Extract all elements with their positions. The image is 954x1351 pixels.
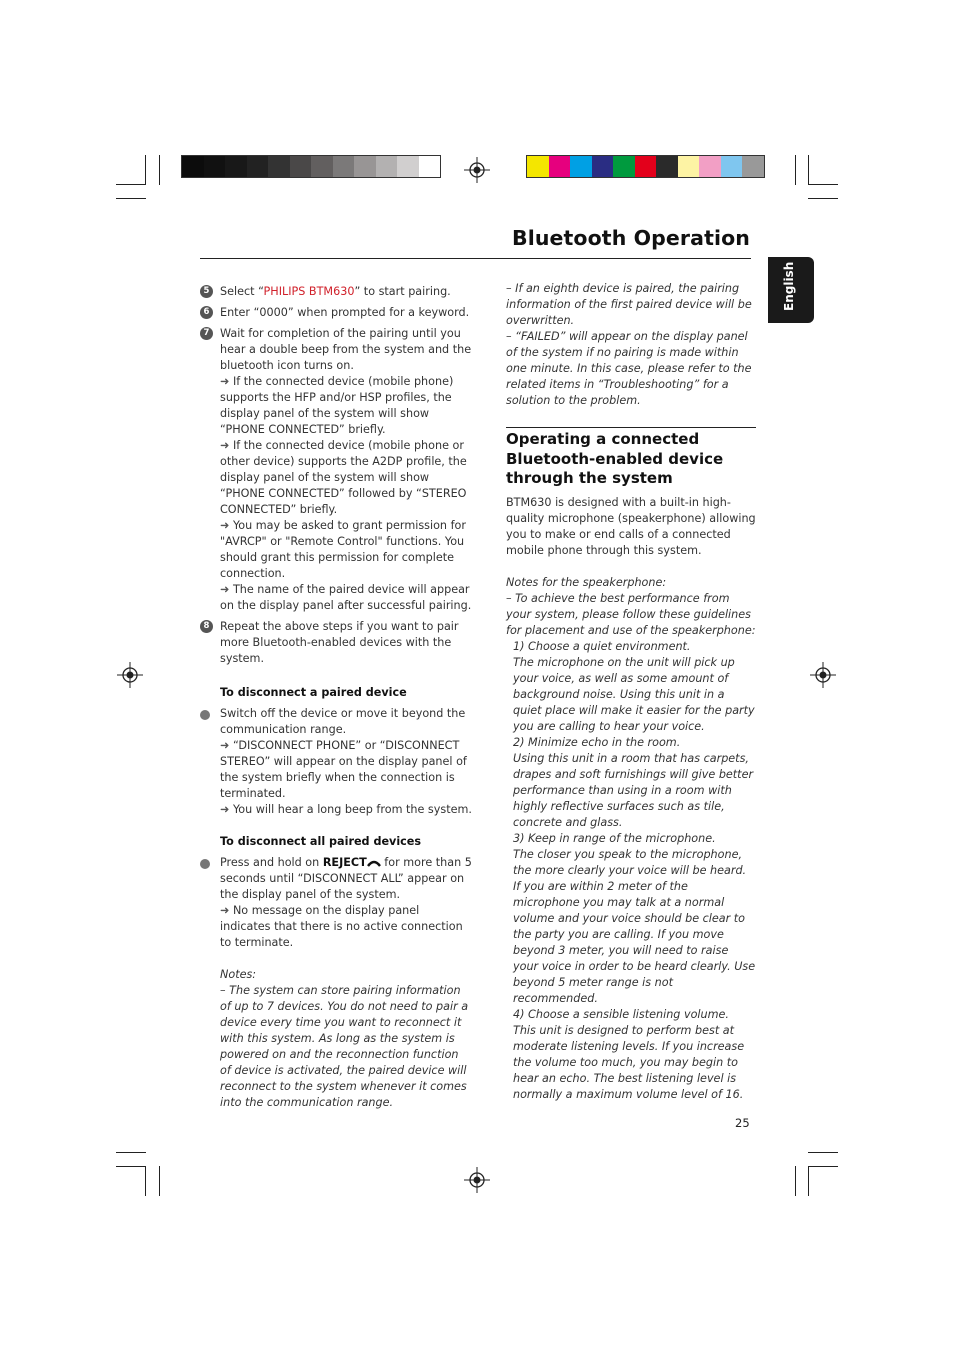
result-note: ➜ The name of the paired device will appear on the display panel after successful pairing. bbox=[220, 583, 472, 612]
result-note: ➜ You may be asked to grant permission for "AVRCP" or "Remote Control" functions. You should grant this permission for complete connection. bbox=[220, 519, 466, 580]
right-column bbox=[506, 281, 756, 1103]
registration-target-icon bbox=[464, 1167, 490, 1193]
guideline-text: This unit is designed to perform best at moderate listening levels. If you increase the volume too much, you may begin to hear an echo. The best listening level is normally a maximum volume level of 16. bbox=[513, 1023, 745, 1101]
guideline-text: Using this unit in a room that has carpets, drapes and soft furnishings will give better performance than using in a room with highly reflective surfaces such as tile, concrete and glass. bbox=[513, 751, 754, 829]
step-text: Repeat the above steps if you want to pair more Bluetooth-enabled devices with the system. bbox=[220, 620, 459, 665]
step-7 bbox=[200, 326, 472, 614]
notes-label: Notes: bbox=[220, 968, 257, 981]
calibration-swatch bbox=[699, 156, 721, 177]
page-number: 25 bbox=[735, 1116, 750, 1130]
registration-target-icon bbox=[117, 662, 143, 688]
arrow-icon: ➜ bbox=[220, 375, 233, 388]
disconnect-all-heading: To disconnect all paired devices bbox=[220, 835, 422, 848]
registration-target-icon bbox=[810, 662, 836, 688]
color-calibration-bar bbox=[526, 155, 765, 178]
calibration-swatch bbox=[204, 156, 226, 177]
arrow-icon: ➜ bbox=[220, 439, 233, 452]
section-title: Operating a connected Bluetooth-enabled device through the system bbox=[506, 430, 724, 487]
calibration-swatch bbox=[592, 156, 614, 177]
arrow-icon: ➜ bbox=[220, 583, 233, 596]
step-number: 5 bbox=[200, 285, 213, 298]
hang-up-phone-icon bbox=[367, 859, 381, 867]
section-text: BTM630 is designed with a built-in high-quality microphone (speakerphone) allowing you to make or end calls of a connected mobile phone through this system. bbox=[506, 495, 756, 557]
guideline-text: The closer you speak to the microphone, the more clearly your voice will be heard. If you are within 2 meter of the microphone you may talk at a normal volume and your voice should be clear to the party you are calling. If you move beyond 3 meter, you will need to raise your voice in order to be heard clearly. Use beyond 5 meter range is not recommended. bbox=[513, 847, 756, 1005]
section-divider bbox=[506, 427, 756, 428]
calibration-swatch bbox=[311, 156, 333, 177]
guideline-text: The microphone on the unit will pick up your voice, as well as some amount of background noise. Using this unit in a quiet place will make it easier for the party you are calling to hear your voice. bbox=[513, 655, 755, 733]
step-number: 7 bbox=[200, 327, 213, 340]
calibration-swatch bbox=[721, 156, 743, 177]
step-5 bbox=[200, 284, 472, 300]
language-tab bbox=[768, 257, 814, 323]
disconnect-device-step: Switch off the device or move it beyond the communication range. ➜ “DISCONNECT PHONE” or “DISCONNECT STEREO” will appear on the display panel of the system briefly when the connection is terminated. ➜ You will hear a long beep from the system. bbox=[200, 706, 472, 818]
step-text: Enter “0000” when prompted for a keyword. bbox=[220, 306, 470, 319]
step-number: 8 bbox=[200, 620, 213, 633]
bullet-icon bbox=[200, 859, 210, 869]
arrow-icon: ➜ bbox=[220, 739, 233, 752]
grayscale-calibration-bar bbox=[181, 155, 441, 178]
speakerphone-notes-label: Notes for the speakerphone: bbox=[506, 575, 667, 589]
step-6 bbox=[200, 305, 472, 321]
speakerphone-notes bbox=[506, 575, 756, 1103]
registration-target-icon bbox=[464, 157, 490, 183]
disconnect-device-heading: To disconnect a paired device bbox=[220, 686, 407, 699]
calibration-swatch bbox=[656, 156, 678, 177]
note-eighth-device: – If an eighth device is paired, the pairing information of the first paired device will be overwritten. bbox=[506, 282, 752, 327]
calibration-swatch bbox=[354, 156, 376, 177]
disconnect-all-step: Press and hold on REJECT for more than 5 seconds until “DISCONNECT ALL” appear on the display panel of the system. ➜ No message on the display panel indicates that there is no active connection to terminate. bbox=[200, 855, 472, 951]
calibration-swatch bbox=[419, 156, 441, 177]
arrow-icon: ➜ bbox=[220, 803, 233, 816]
calibration-swatch bbox=[290, 156, 312, 177]
step-number: 6 bbox=[200, 306, 213, 319]
step-8 bbox=[200, 619, 472, 667]
guideline-title: 2) Minimize echo in the room. bbox=[513, 735, 681, 749]
arrow-icon: ➜ bbox=[220, 904, 233, 917]
calibration-swatch bbox=[549, 156, 571, 177]
bullet-icon bbox=[200, 710, 210, 720]
calibration-swatch bbox=[678, 156, 700, 177]
reject-button-label: REJECT bbox=[322, 856, 367, 869]
title-divider bbox=[200, 258, 751, 259]
calibration-swatch bbox=[182, 156, 204, 177]
guideline-title: 4) Choose a sensible listening volume. bbox=[513, 1007, 729, 1021]
device-name-highlight: PHILIPS BTM630 bbox=[263, 285, 355, 298]
calibration-swatch bbox=[742, 156, 764, 177]
arrow-icon: ➜ bbox=[220, 519, 233, 532]
calibration-swatch bbox=[570, 156, 592, 177]
speakerphone-notes-intro: – To achieve the best performance from your system, please follow these guidelines for placement and use of the speakerphone: bbox=[506, 591, 756, 637]
calibration-swatch bbox=[527, 156, 549, 177]
guideline-title: 3) Keep in range of the microphone. bbox=[513, 831, 716, 845]
result-note: ➜ If the connected device (mobile phone) supports the HFP and/or HSP profiles, the display panel of the system will show “PHONE CONNECTED” briefly. bbox=[220, 375, 454, 436]
calibration-swatch bbox=[247, 156, 269, 177]
calibration-swatch bbox=[376, 156, 398, 177]
step-text: ” to start pairing. bbox=[354, 285, 451, 298]
left-column bbox=[200, 284, 472, 1111]
result-note: ➜ “DISCONNECT PHONE” or “DISCONNECT STEREO” will appear on the display panel of the system briefly when the connection is terminated. bbox=[220, 739, 467, 800]
step-text: Select “ bbox=[220, 285, 264, 298]
calibration-swatch bbox=[397, 156, 419, 177]
notes bbox=[200, 967, 472, 1111]
calibration-swatch bbox=[613, 156, 635, 177]
language-tab-label: English bbox=[782, 261, 796, 311]
result-note: ➜ If the connected device (mobile phone or other device) supports the A2DP profile, the display panel of the system will show “PHONE CONNECTED” followed by “STEREO CONNECTED” briefly. bbox=[220, 439, 467, 516]
note-failed: – “FAILED” will appear on the display panel of the system if no pairing is made within one minute. In this case, please refer to the related items in “Troubleshooting” for a solution to the problem. bbox=[506, 330, 752, 407]
calibration-swatch bbox=[268, 156, 290, 177]
step-text: Wait for completion of the pairing until you hear a double beep from the system and the bluetooth icon turns on. bbox=[220, 327, 472, 372]
result-note: ➜ No message on the display panel indicates that there is no active connection to terminate. bbox=[220, 904, 463, 949]
calibration-swatch bbox=[333, 156, 355, 177]
notes-text: – The system can store pairing information of up to 7 devices. You do not need to pair a device every time you want to reconnect it with this system. As long as the system is powered on and the reconnection function of device is activated, the paired device will reconnect to the system whenever it comes into the communication range. bbox=[220, 984, 469, 1109]
calibration-swatch bbox=[635, 156, 657, 177]
page-title: Bluetooth Operation bbox=[511, 226, 750, 250]
calibration-swatch bbox=[225, 156, 247, 177]
guideline-title: 1) Choose a quiet environment. bbox=[513, 639, 691, 653]
result-note: ➜ You will hear a long beep from the system. bbox=[220, 803, 472, 816]
